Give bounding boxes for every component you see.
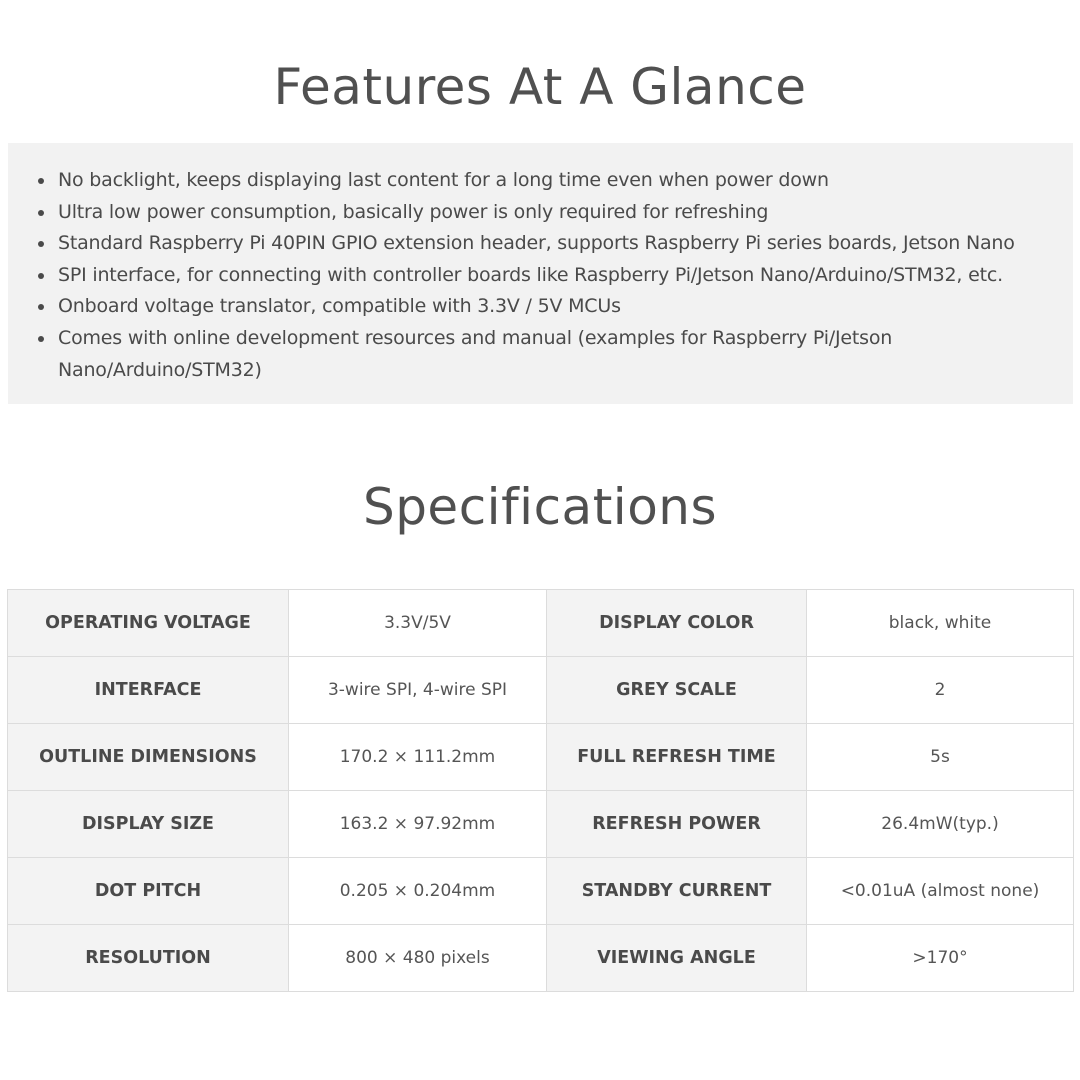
table-row [8,858,1074,925]
spec-value: <0.01uA (almost none) [807,858,1074,925]
feature-text: Ultra low power consumption, basically power is only required for refreshing [58,200,769,223]
feature-text: Onboard voltage translator, compatible with 3.3V / 5V MCUs [58,295,621,318]
feature-item [38,260,1053,292]
spec-label: DOT PITCH [8,858,289,925]
feature-text: Comes with online development resources and manual (examples for Raspberry Pi/Jetson Nano/Arduino/STM32) [58,326,893,381]
spec-value: 170.2 × 111.2mm [289,724,547,791]
spec-label: GREY SCALE [547,657,807,724]
spec-value: 0.205 × 0.204mm [289,858,547,925]
spec-value: 2 [807,657,1074,724]
spec-label: RESOLUTION [8,925,289,992]
specifications-title: Specifications [362,478,718,536]
spec-value: 163.2 × 97.92mm [289,791,547,858]
table-row [8,590,1074,657]
feature-text: Standard Raspberry Pi 40PIN GPIO extension header, supports Raspberry Pi series boards, Jetson Nano [58,232,1015,255]
table-row [8,724,1074,791]
feature-text: SPI interface, for connecting with controller boards like Raspberry Pi/Jetson Nano/Arduino/STM32, etc. [58,263,1003,286]
feature-text: No backlight, keeps displaying last content for a long time even when power down [58,169,829,191]
spec-label: REFRESH POWER [547,791,807,858]
spec-value: >170° [807,925,1074,992]
table-row [8,791,1074,858]
spec-label: FULL REFRESH TIME [547,724,807,791]
spec-value: 26.4mW(typ.) [807,791,1074,858]
features-title: Features At A Glance [273,58,807,116]
feature-item [38,165,1053,197]
feature-item [38,291,1053,323]
feature-item [38,323,928,386]
spec-label: OUTLINE DIMENSIONS [8,724,289,791]
spec-label: STANDBY CURRENT [547,858,807,925]
features-panel [8,143,1073,404]
spec-label: DISPLAY COLOR [547,590,807,657]
spec-value: black, white [807,590,1074,657]
spec-value: 3.3V/5V [289,590,547,657]
spec-value: 5s [807,724,1074,791]
spec-value: 800 × 480 pixels [289,925,547,992]
feature-item [38,228,1053,260]
spec-value: 3-wire SPI, 4-wire SPI [289,657,547,724]
spec-label: OPERATING VOLTAGE [8,590,289,657]
feature-item [38,197,1053,229]
spec-label: DISPLAY SIZE [8,791,289,858]
table-row [8,657,1074,724]
spec-label: INTERFACE [8,657,289,724]
features-list [38,165,1053,386]
spec-label: VIEWING ANGLE [547,925,807,992]
table-row [8,925,1074,992]
specifications-table [7,589,1074,992]
